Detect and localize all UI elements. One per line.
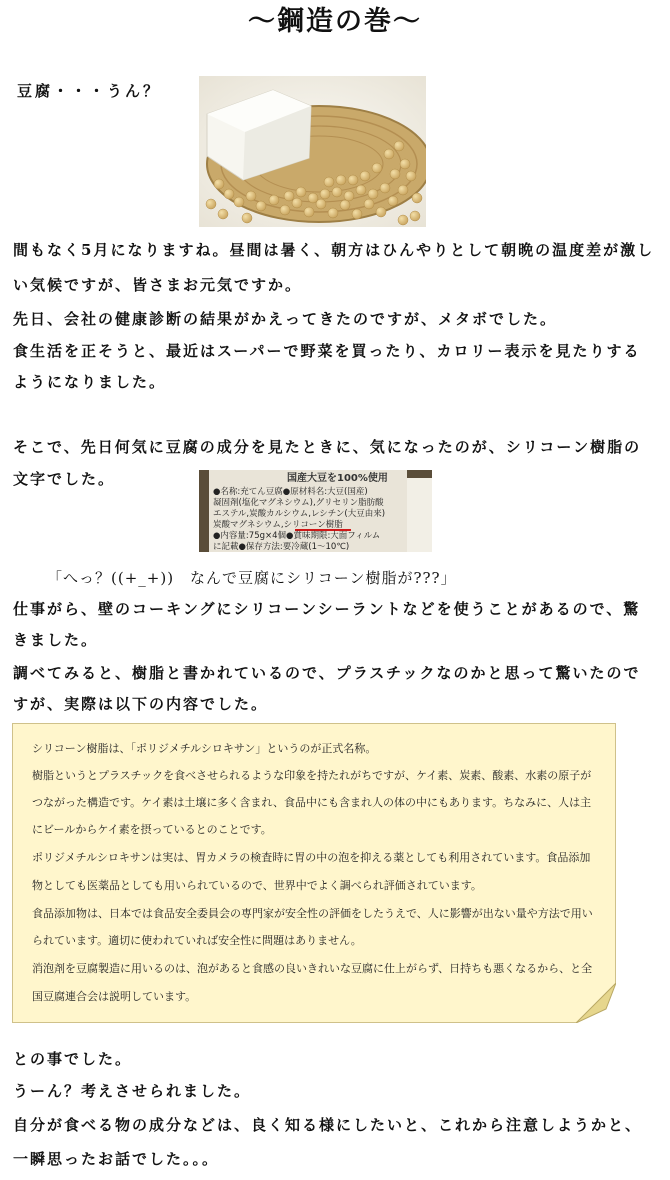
note-line: 物としても医薬品としても用いられているので、世界中でよく調べられ評価されています。 xyxy=(32,880,482,892)
paragraph-line: 調べてみると、樹脂と書かれているので、プラスチックなのかと思って驚いたので xyxy=(13,664,641,682)
page-title: 〜鋼造の巻〜 xyxy=(248,6,422,37)
note-line: にビールからケイ素を摂っているとのことです。 xyxy=(32,824,272,836)
label-row: ●内容量:75g×4個●賞味期限:大面フィルム xyxy=(213,531,381,541)
tofu-soybean-photo xyxy=(199,76,426,227)
closing-line: 自分が食べる物の成分などは、良く知る様にしたいと、これから注意しようかと、 xyxy=(13,1116,643,1134)
paragraph-line: ようになりました。 xyxy=(13,373,167,391)
paragraph-line: 間もなく5月になりますね。昼間は暑く、朝方はひんやりとして朝晩の温度差が激し xyxy=(13,241,655,259)
paragraph-line: 仕事がら、壁のコーキングにシリコーンシーラントなどを使うことがあるので、驚 xyxy=(13,600,641,618)
note-line: られています。適切に使われていれば安全性に問題はありません。 xyxy=(32,935,362,947)
note-line: 消泡剤を豆腐製造に用いるのは、泡があると食感の良いきれいな豆腐に仕上がらず、日持ちも悪くなるから、と全 xyxy=(32,963,593,975)
ingredient-label-photo xyxy=(199,470,432,552)
paragraph-line: きました。 xyxy=(13,631,99,649)
note-line: ポリジメチルシロキサンは実は、胃カメラの検査時に胃の中の泡を抑える薬としても利用されています。食品添加 xyxy=(32,852,591,864)
paragraph-line: 先日、会社の健康診断の結果がかえってきたのですが、メタボでした。 xyxy=(13,310,558,328)
paragraph-line: そこで、先日何気に豆腐の成分を見たときに、気になったのが、シリコーン樹脂の xyxy=(13,438,642,456)
label-row: ●名称:充てん豆腐●原材料名:大豆(国産) xyxy=(213,487,368,497)
note-line: つながった構造です。ケイ素は土壌に多く含まれ、食品中にも含まれ人の体の中にもあります。ちなみに、人は主 xyxy=(32,797,592,809)
closing-line: うーん？考えさせられました。 xyxy=(13,1082,252,1100)
note-line: シリコーン樹脂は、「ポリジメチルシロキサン」というのが正式名称。 xyxy=(32,743,377,755)
paragraph-line: 食生活を正そうと、最近はスーパーで野菜を買ったり、カロリー表示を見たりする xyxy=(13,342,641,360)
paragraph-line: い気候ですが、皆さまお元気ですか。 xyxy=(13,276,303,294)
label-row: に記載●保存方法:要冷蔵(1〜10℃) xyxy=(213,542,350,552)
note-line: 国豆腐連合会は説明しています。 xyxy=(32,991,197,1003)
info-note-box xyxy=(12,723,616,1023)
quote-text: 「へっ？((+_+)) なんで豆腐にシリコーン樹脂が???」 xyxy=(47,569,457,587)
label-row: 凝固剤(塩化マグネシウム),グリセリン脂肪酸 xyxy=(213,498,384,508)
closing-line: 一瞬思ったお話でした。。。 xyxy=(13,1150,220,1168)
paragraph-line: 文字でした。 xyxy=(13,470,116,488)
note-line: 樹脂というとプラスチックを食べさせられるような印象を持たれがちですが、ケイ素、炭素、酸素、水素の原子が xyxy=(32,770,592,782)
note-line: 食品添加物は、日本では食品安全委員会の専門家が安全性の評価をしたうえで、人に影響が出ない量や方法で用い xyxy=(32,908,593,920)
label-row: 炭酸マグネシウム,シリコーン樹脂 xyxy=(213,520,343,530)
tofu-soybean-illustration xyxy=(199,76,426,227)
closing-line: との事でした。 xyxy=(13,1050,133,1068)
lead-text: 豆腐・・・うん？ xyxy=(17,82,162,100)
ingredient-label-illustration xyxy=(199,470,432,552)
label-header: 国産大豆を100%使用 xyxy=(287,473,388,484)
paragraph-line: すが、実際は以下の内容でした。 xyxy=(13,695,269,713)
label-row: エステル,炭酸カルシウム,レシチン(大豆由来) xyxy=(213,509,386,519)
page-curl-corner xyxy=(576,983,616,1023)
